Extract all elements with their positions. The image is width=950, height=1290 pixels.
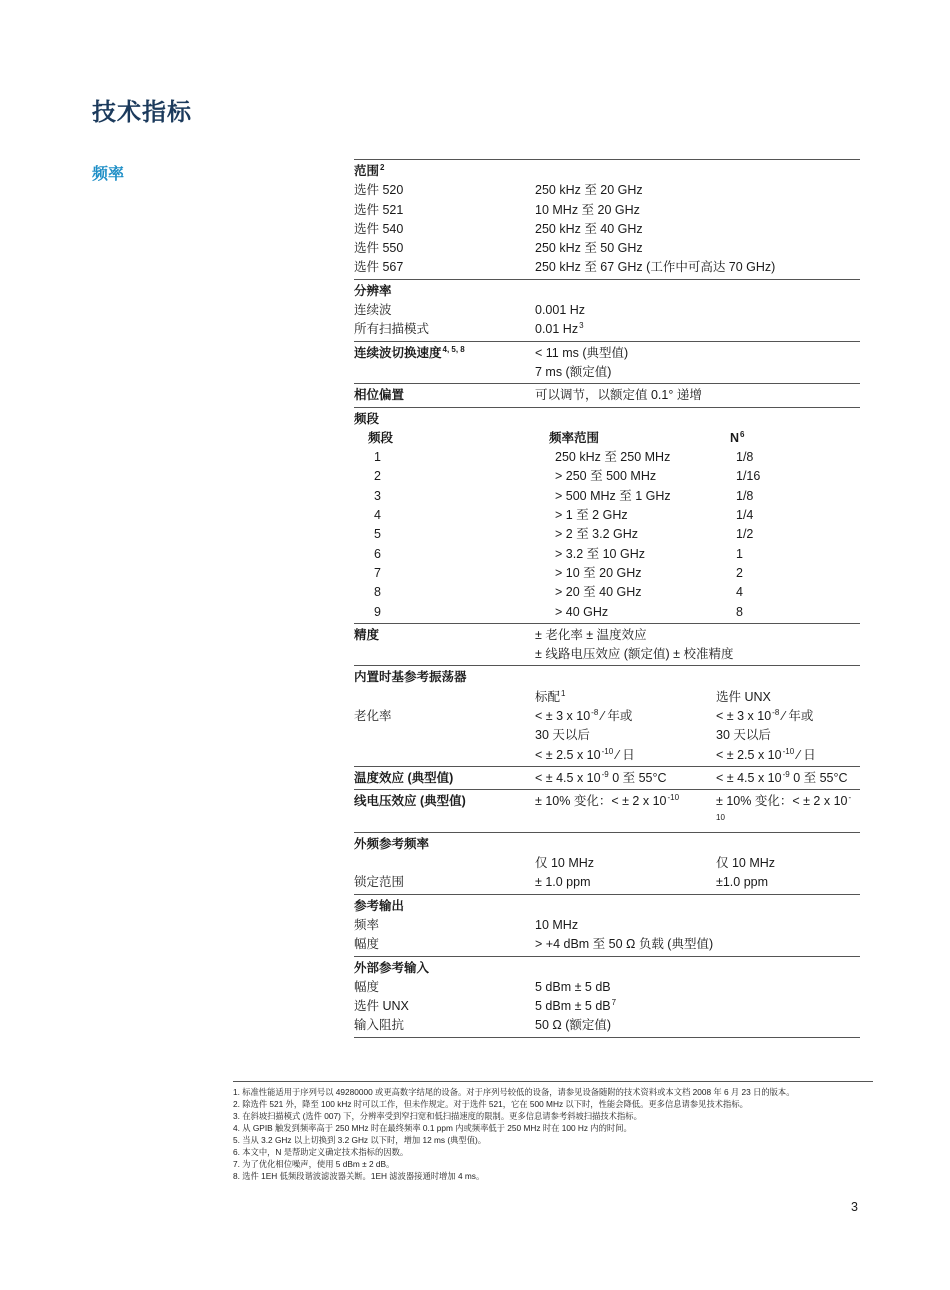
spec-heading: 频段 <box>354 411 380 426</box>
band-table-header: 频段 频率范围 $N^6$ <box>368 429 745 445</box>
band-row: 6 > 3.2 至 10 GHz 1 <box>374 546 743 561</box>
spec-row: 选件 521 10 MHz 至 20 GHz <box>354 202 640 217</box>
band-row: 5 > 2 至 3.2 GHz 1/2 <box>374 527 754 542</box>
spec-block-resolution <box>354 279 860 341</box>
spec-row: 连续波 0.001 Hz <box>354 303 586 318</box>
spec-table <box>354 159 860 1038</box>
spec-block-range <box>354 159 860 279</box>
band-row: 7 > 10 至 20 GHz 2 <box>374 565 743 580</box>
spec-heading: 范围$^2$ <box>354 163 385 178</box>
band-row: 8 > 20 至 40 GHz 4 <box>374 585 743 600</box>
spec-heading: 精度 <box>354 627 380 642</box>
footnote: 7. 为了优化相位噪声，使用 5 dBm ± 2 dB。 <box>233 1159 395 1169</box>
band-row: 1 250 kHz 至 250 MHz 1/8 <box>374 450 754 465</box>
spec-row: 选件 550 250 kHz 至 50 GHz <box>354 241 643 256</box>
spec-row: 所有扫描模式 0.01 Hz$^3$ <box>354 321 584 337</box>
page-title: 技术指标 <box>92 99 192 126</box>
footnote: 4. 从 GPIB 触发到频率高于 250 MHz 时在最终频率 0.1 ppm 内或频率低于 250 MHz 时在 100 Hz 内的时间。 <box>233 1123 632 1133</box>
section-label-frequency: 频率 <box>92 166 125 183</box>
spec-heading: 相位偏置 <box>354 388 405 403</box>
band-row: 4 > 1 至 2 GHz 1/4 <box>374 508 754 523</box>
spec-block-phase-offset: 相位偏置 可以调节，以额定值 0.1° 递增 <box>354 383 860 406</box>
band-row: 9 > 40 GHz 8 <box>374 604 743 619</box>
spec-block-switching-speed: 连续波切换速度$^{4, 5, 8}$ < 11 ms (典型值) 7 ms (额定值) <box>354 341 860 384</box>
band-row: 3 > 500 MHz 至 1 GHz 1/8 <box>374 488 754 503</box>
spec-block-ref-output: 参考输出 频率 10 MHz 幅度 > +4 dBm 至 50 Ω 负载 (典型值) <box>354 894 860 956</box>
spec-row: 选件 540 250 kHz 至 40 GHz <box>354 221 643 236</box>
spec-heading: 线电压效应 (典型值) <box>354 794 466 809</box>
spec-block-bands <box>354 407 860 623</box>
spec-heading: 连续波切换速度$^{4, 5, 8}$ <box>354 344 465 360</box>
spec-block-accuracy: 精度 ± 老化率 ± 温度效应 ± 线路电压效应 (额定值) ± 校准精度 <box>354 623 860 666</box>
footnote: 8. 选件 1EH 低频段谐波滤波器关断。1EH 滤波器接通时增加 4 ms。 <box>233 1171 485 1181</box>
spec-heading: 分辨率 <box>354 283 392 298</box>
spec-row: 选件 567 250 kHz 至 67 GHz (工作中可高达 70 GHz) <box>354 260 776 275</box>
spec-block-timebase: 内置时基参考振荡器 标配$^1$ 选件 UNX 老化率 < ± 3 x $10^{-8}$ ⁄ 年或 < ± 3 x $10^{-8}$ ⁄ 年或 30 天以后 30 天以后 < ± 2.5 x $10^{-10}$ ⁄ 日 < ± 2.5 x $10^{-10}$ ⁄ 日 <box>354 665 860 765</box>
footnote: 2. 除选件 521 外，降至 100 kHz 时可以工作，但未作规定。对于选件 521，它在 500 MHz 以下时，性能会降低。更多信息请参见技术指标。 <box>233 1099 748 1109</box>
footnotes <box>233 1081 873 1182</box>
spec-heading: 外部参考输入 <box>354 960 430 975</box>
spec-heading: 内置时基参考振荡器 <box>354 670 467 685</box>
spec-row: 选件 520 250 kHz 至 20 GHz <box>354 183 643 198</box>
spec-block-ext-ref-input: 外部参考输入 幅度 5 dBm ± 5 dB 选件 UNX 5 dBm ± 5 $dB^7$ 输入阻抗 50 Ω (额定值) <box>354 956 860 1038</box>
spec-block-line-voltage: 线电压效应 (典型值) ± 10% 变化：< ± 2 x $10^{-10}$ ± 10% 变化：< ± 2 x $10^{-10}$ <box>354 789 860 832</box>
spec-block-ext-ref-frequency: 外频参考频率 仅 10 MHz 仅 10 MHz 锁定范围 ± 1.0 ppm ±1.0 ppm <box>354 832 860 894</box>
page-number: 3 <box>851 1200 858 1214</box>
spec-block-temperature: 温度效应 (典型值) < ± 4.5 x $10^{-9}$ 0 至 55°C < ± 4.5 x $10^{-9}$ 0 至 55°C <box>354 766 860 789</box>
footnote: 3. 在斜坡扫描模式 (选件 007) 下，分辨率受到窄扫宽和低扫描速度的限制。更多信息请参考斜坡扫描技术指标。 <box>233 1111 642 1121</box>
band-row: 2 > 250 至 500 MHz 1/16 <box>374 469 761 484</box>
spec-heading: 温度效应 (典型值) <box>354 770 454 785</box>
footnote: 5. 当从 3.2 GHz 以上切换到 3.2 GHz 以下时，增加 12 ms (典型值)。 <box>233 1135 487 1145</box>
footnote: 6. 本文中，N 是帮助定义确定技术指标的因数。 <box>233 1147 409 1157</box>
spec-heading: 外频参考频率 <box>354 836 430 851</box>
footnote: 1. 标准性能适用于序列号以 49280000 或更高数字结尾的设备。对于序列号较低的设备，请参见设备随附的技术资料或本文档 2008 年 6 月 23 日的版本。 <box>233 1087 795 1097</box>
spec-heading: 参考输出 <box>354 898 405 913</box>
